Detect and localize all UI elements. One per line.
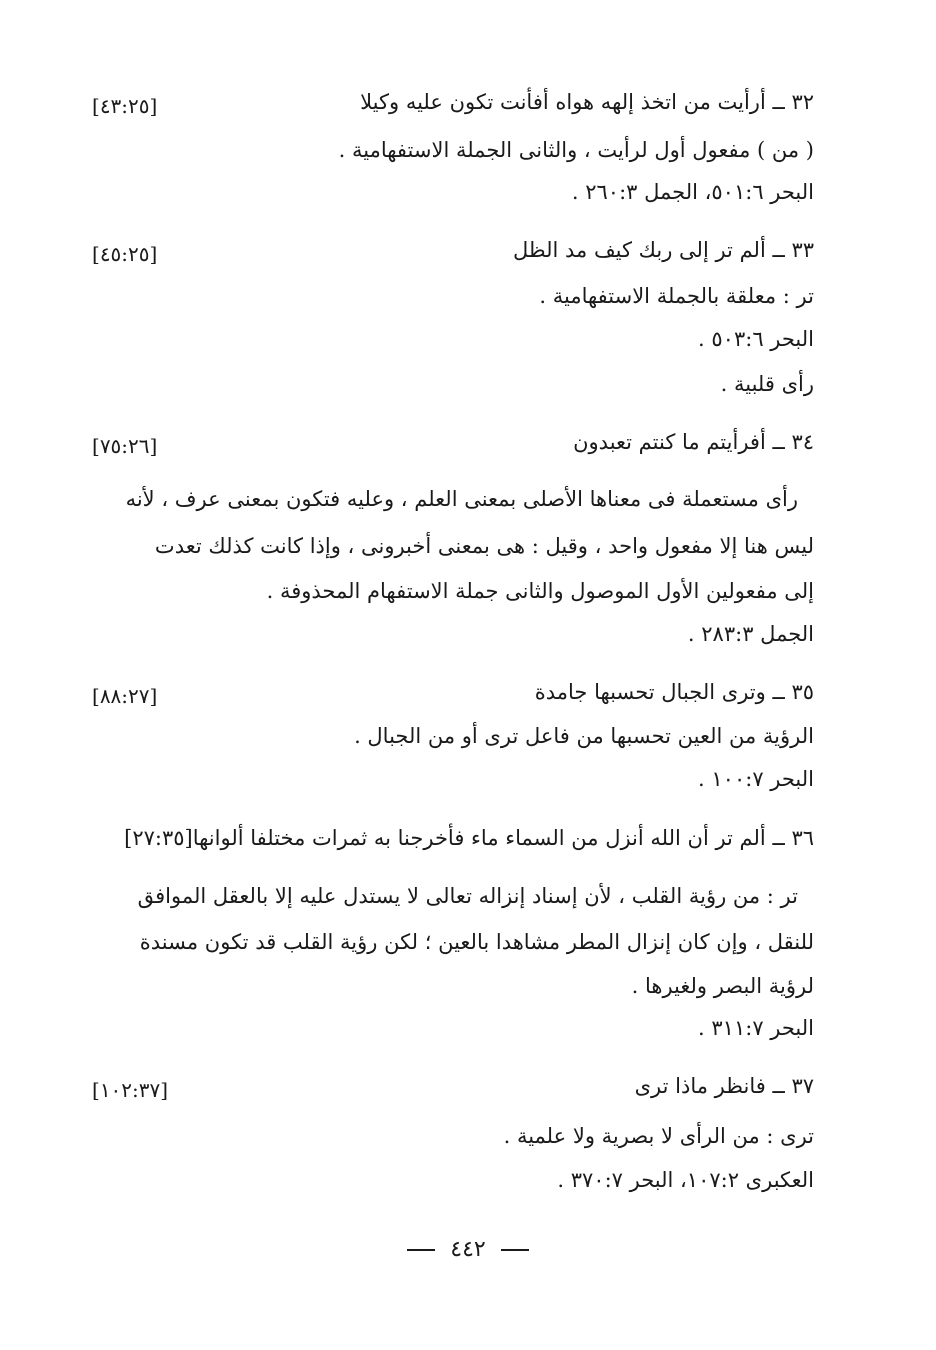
left-dash-divider <box>501 1249 529 1251</box>
commentary-34-line-1: رأى مستعملة فى معناها الأصلى بمعنى العلم ، وعليه فتكون بمعنى عرف ، لأنه <box>125 487 798 511</box>
verse-32-reference: [٤٣:٢٥] <box>92 94 158 118</box>
verse-35-reference: [٨٨:٢٧] <box>92 684 158 708</box>
verse-37-reference: [١٠٢:٣٧] <box>92 1078 169 1102</box>
page-number-footer <box>0 1236 936 1264</box>
commentary-33-line-3: رأى قلبية . <box>720 372 814 396</box>
commentary-32-line-2: البحر ٥٠١:٦، الجمل ٢٦٠:٣ . <box>571 180 814 204</box>
commentary-35-line-2: البحر ١٠٠:٧ . <box>698 767 814 791</box>
verse-34: ٣٤ ــ أفرأيتم ما كنتم تعبدون <box>573 430 814 454</box>
commentary-35-line-1: الرؤية من العين تحسبها من فاعل ترى أو من الجبال . <box>354 724 814 748</box>
verse-36: ٣٦ ــ ألم تر أن الله أنزل من السماء ماء فأخرجنا به ثمرات مختلفا ألوانها[٢٧:٣٥] <box>124 826 814 850</box>
commentary-37-line-2: العكبرى ١٠٧:٢، البحر ٣٧٠:٧ . <box>557 1168 814 1192</box>
commentary-32-line-1: ( من ) مفعول أول لرأيت ، والثانى الجملة الاستفهامية . <box>338 138 814 162</box>
verse-33-reference: [٤٥:٢٥] <box>92 242 158 266</box>
verse-34-reference: [٧٥:٢٦] <box>92 434 158 458</box>
commentary-36-line-3: لرؤية البصر ولغيرها . <box>631 974 814 998</box>
verse-37: ٣٧ ــ فانظر ماذا ترى <box>634 1074 814 1098</box>
commentary-34-line-2: ليس هنا إلا مفعول واحد ، وقيل : هى بمعنى أخبرونى ، وإذا كانت كذلك تعدت <box>154 534 814 558</box>
commentary-36-line-2: للنقل ، وإن كان إنزال المطر مشاهدا بالعين ؛ لكن رؤية القلب قد تكون مسندة <box>139 930 814 954</box>
verse-33: ٣٣ ــ ألم تر إلى ربك كيف مد الظل <box>512 238 814 262</box>
commentary-34-line-3: إلى مفعولين الأول الموصول والثانى جملة الاستفهام المحذوفة . <box>266 579 814 603</box>
commentary-36-line-1: تر : من رؤية القلب ، لأن إسناد إنزاله تعالى لا يستدل عليه إلا بالعقل الموافق <box>137 884 798 908</box>
commentary-33-line-2: البحر ٥٠٣:٦ . <box>698 327 814 351</box>
right-dash-divider <box>407 1249 435 1251</box>
verse-35: ٣٥ ــ وترى الجبال تحسبها جامدة <box>534 680 814 704</box>
commentary-36-line-4: البحر ٣١١:٧ . <box>698 1016 814 1040</box>
commentary-34-line-4: الجمل ٢٨٣:٣ . <box>687 622 814 646</box>
commentary-37-line-1: ترى : من الرأى لا بصرية ولا علمية . <box>503 1124 814 1148</box>
verse-32: ٣٢ ــ أرأيت من اتخذ إلهه هواه أفأنت تكون عليه وكيلا <box>360 90 814 114</box>
page-number: ٤٤٢ <box>450 1237 486 1262</box>
commentary-33-line-1: تر : معلقة بالجملة الاستفهامية . <box>539 284 814 308</box>
